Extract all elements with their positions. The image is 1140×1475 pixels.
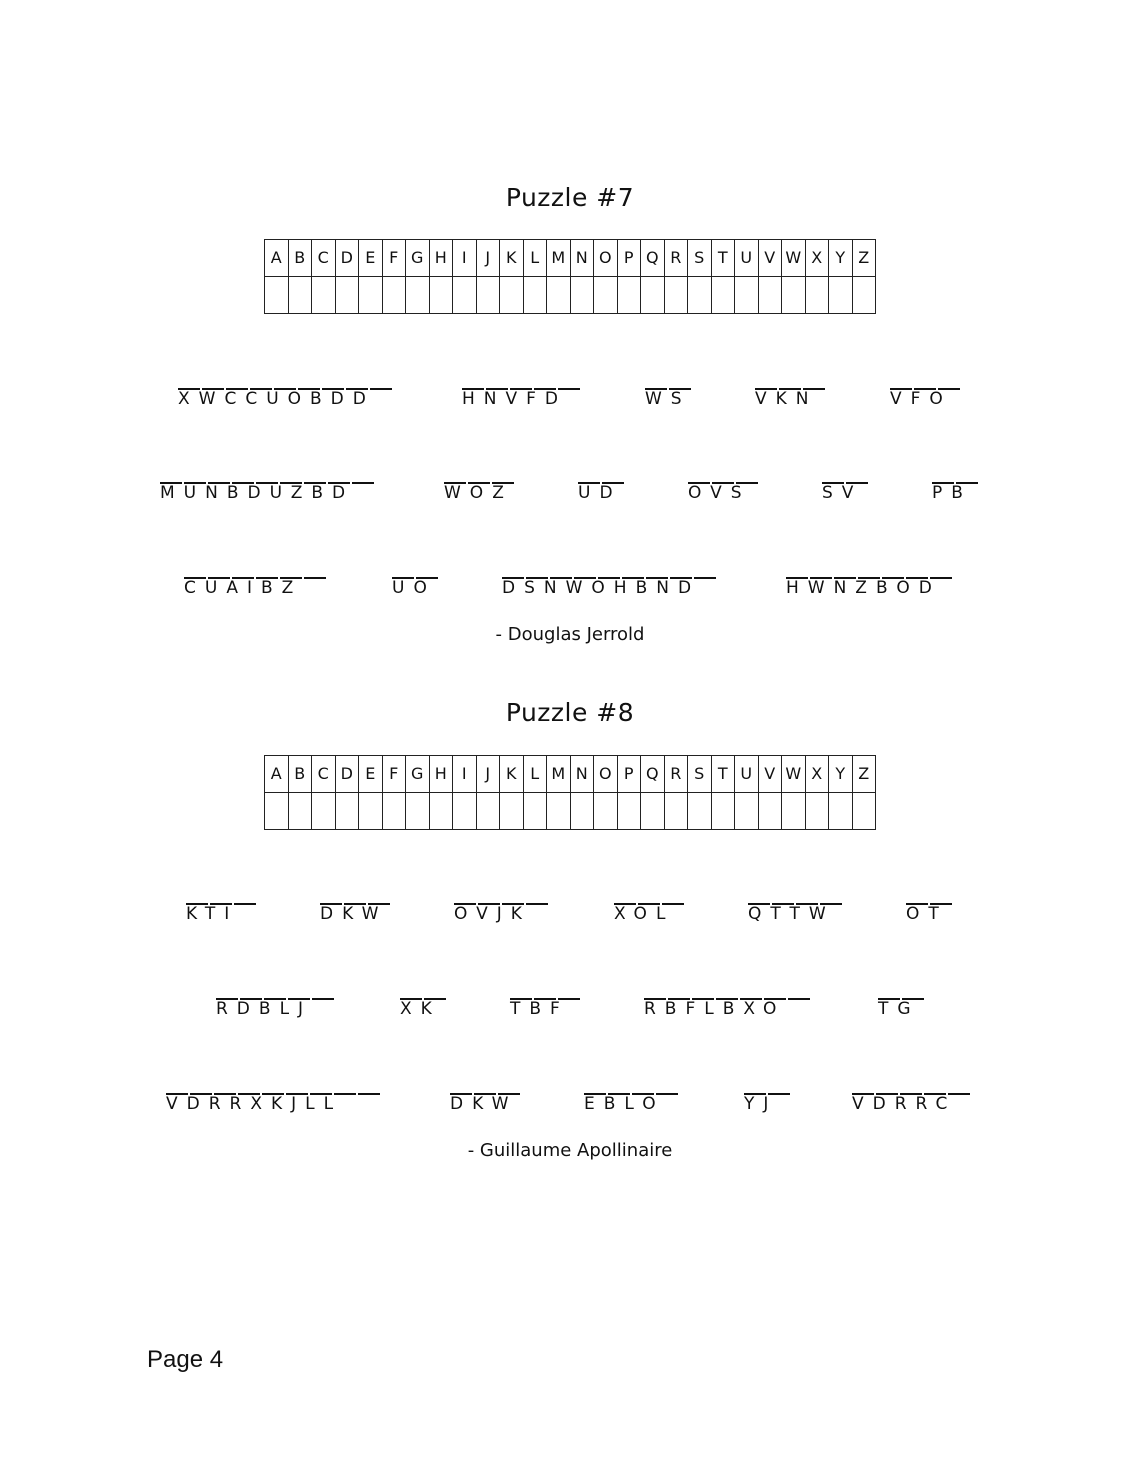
answer-blanks[interactable] — [878, 985, 926, 995]
cipher-letters: TG — [878, 999, 920, 1019]
key-letter-cell: T — [711, 240, 735, 277]
key-answer-cell[interactable] — [453, 793, 477, 830]
key-answer-cell[interactable] — [547, 793, 571, 830]
cipher-letters: RDBLJ — [216, 999, 313, 1019]
key-letter-cell: P — [617, 240, 641, 277]
key-letter-cell: R — [664, 240, 688, 277]
cipher-letters: DSNWOHBND — [502, 578, 701, 598]
cipher-letters: WS — [645, 389, 691, 409]
answer-blanks[interactable] — [645, 375, 693, 385]
cipher-letters: WOZ — [444, 483, 513, 503]
key-letter-cell: B — [288, 240, 312, 277]
key-letter-cell: X — [805, 240, 829, 277]
cipher-key-grid — [264, 239, 876, 314]
cipher-letters: EBLO — [584, 1094, 665, 1114]
answer-blanks[interactable] — [822, 469, 870, 479]
key-letter-cell: V — [758, 240, 782, 277]
cipher-letters: KTI — [186, 904, 239, 924]
key-letter-cell: K — [500, 240, 524, 277]
key-answer-cell[interactable] — [829, 277, 853, 314]
key-answer-cell[interactable] — [523, 793, 547, 830]
key-letter-cell: D — [335, 756, 359, 793]
key-answer-cell[interactable] — [688, 277, 712, 314]
key-letter-cell: N — [570, 240, 594, 277]
answer-blanks[interactable] — [160, 469, 376, 479]
answer-blanks[interactable] — [186, 890, 258, 900]
cipher-letters: VFO — [890, 389, 952, 409]
cipher-letters: TBF — [510, 999, 569, 1019]
key-answer-cell[interactable] — [406, 793, 430, 830]
key-letter-cell: S — [688, 240, 712, 277]
answer-blanks[interactable] — [748, 890, 844, 900]
key-answer-cell[interactable] — [735, 793, 759, 830]
key-answer-cell[interactable] — [641, 277, 665, 314]
key-letter-cell: Q — [641, 756, 665, 793]
key-letter-cell: D — [335, 240, 359, 277]
key-answer-cell[interactable] — [523, 277, 547, 314]
key-letter-cell: E — [359, 240, 383, 277]
key-letter-cell: C — [312, 756, 336, 793]
answer-blanks[interactable] — [906, 890, 954, 900]
page-number: Page 4 — [147, 1346, 224, 1373]
answer-blanks[interactable] — [400, 985, 448, 995]
key-letter-cell: G — [406, 756, 430, 793]
key-answer-cell[interactable] — [805, 793, 829, 830]
puzzle-title: Puzzle #7 — [505, 183, 635, 212]
answer-blanks[interactable] — [578, 469, 626, 479]
key-answer-cell[interactable] — [429, 793, 453, 830]
key-letter-cell: L — [523, 756, 547, 793]
key-letter-cell: W — [782, 756, 806, 793]
answer-blanks[interactable] — [184, 564, 328, 574]
cipher-letters: XOL — [614, 904, 675, 924]
key-letter-cell: J — [476, 756, 500, 793]
key-answer-cell[interactable] — [688, 793, 712, 830]
cipher-row — [0, 564, 1140, 610]
cipher-letters: HNVFD — [462, 389, 567, 409]
key-answer-cell[interactable] — [500, 277, 524, 314]
quote-author: - Guillaume Apollinaire — [467, 1140, 673, 1161]
cipher-letters: QTTW — [748, 904, 835, 924]
key-answer-cell[interactable] — [265, 793, 289, 830]
answer-blanks[interactable] — [755, 375, 827, 385]
key-answer-cell[interactable] — [500, 793, 524, 830]
answer-blanks[interactable] — [584, 1080, 680, 1090]
cipher-letters: PB — [932, 483, 972, 503]
key-answer-cell[interactable] — [288, 793, 312, 830]
key-letter-cell: O — [594, 756, 618, 793]
key-letter-cell: V — [758, 756, 782, 793]
answer-blanks[interactable] — [744, 1080, 792, 1090]
key-answer-cell[interactable] — [829, 793, 853, 830]
key-letter-cell: H — [429, 240, 453, 277]
cipher-letters: UO — [392, 578, 436, 598]
key-answer-cell[interactable] — [852, 277, 876, 314]
key-letter-cell: X — [805, 756, 829, 793]
cipher-letters: OVJK — [454, 904, 531, 924]
cipher-letters: VDRRXKJLL — [166, 1094, 343, 1114]
key-answer-cell[interactable] — [476, 793, 500, 830]
puzzle-title: Puzzle #8 — [505, 698, 635, 727]
cipher-letters: DKW — [450, 1094, 518, 1114]
key-letter-cell: K — [500, 756, 524, 793]
answer-blanks[interactable] — [932, 469, 980, 479]
key-letter-cell: U — [735, 756, 759, 793]
key-answer-cell[interactable] — [782, 277, 806, 314]
key-answer-cell[interactable] — [711, 277, 735, 314]
key-letter-cell: O — [594, 240, 618, 277]
answer-blanks[interactable] — [510, 985, 582, 995]
answer-blanks[interactable] — [852, 1080, 972, 1090]
key-answer-cell[interactable] — [594, 793, 618, 830]
answer-blanks[interactable] — [614, 890, 686, 900]
key-letter-cell: L — [523, 240, 547, 277]
key-answer-cell[interactable] — [312, 793, 336, 830]
key-answer-cell[interactable] — [359, 793, 383, 830]
key-letter-cell: R — [664, 756, 688, 793]
key-letter-cell: Z — [852, 240, 876, 277]
key-answer-cell[interactable] — [664, 793, 688, 830]
cipher-letters: OVS — [688, 483, 751, 503]
cipher-letters: DKW — [320, 904, 388, 924]
cipher-letters: HWNZBOD — [786, 578, 941, 598]
key-answer-cell[interactable] — [382, 793, 406, 830]
key-letter-cell: C — [312, 240, 336, 277]
key-letter-cell: Y — [829, 240, 853, 277]
key-answer-cell[interactable] — [359, 277, 383, 314]
cipher-letters: XK — [400, 999, 441, 1019]
key-letter-cell: I — [453, 240, 477, 277]
key-letter-cell: Z — [852, 756, 876, 793]
cipher-letters: OT — [906, 904, 948, 924]
answer-blanks[interactable] — [216, 985, 336, 995]
key-answer-cell[interactable] — [288, 277, 312, 314]
key-answer-cell[interactable] — [453, 277, 477, 314]
key-letter-cell: W — [782, 240, 806, 277]
answer-blanks[interactable] — [644, 985, 812, 995]
key-answer-cell[interactable] — [570, 277, 594, 314]
key-letter-cell: F — [382, 240, 406, 277]
key-letter-cell: H — [429, 756, 453, 793]
key-letter-cell: I — [453, 756, 477, 793]
key-answer-cell[interactable] — [617, 793, 641, 830]
key-answer-cell[interactable] — [735, 277, 759, 314]
key-answer-cell[interactable] — [570, 793, 594, 830]
key-letter-cell: N — [570, 756, 594, 793]
key-letter-cell: Q — [641, 240, 665, 277]
key-answer-cell[interactable] — [641, 793, 665, 830]
key-letter-cell: G — [406, 240, 430, 277]
cipher-row — [0, 469, 1140, 515]
cipher-letters: MUNBDUZBD — [160, 483, 355, 503]
key-answer-cell[interactable] — [664, 277, 688, 314]
cipher-row — [0, 890, 1140, 936]
cipher-letters: VKN — [755, 389, 818, 409]
answer-blanks[interactable] — [502, 564, 718, 574]
key-answer-cell[interactable] — [711, 793, 735, 830]
key-letter-cell: U — [735, 240, 759, 277]
key-answer-cell[interactable] — [758, 277, 782, 314]
answer-blanks[interactable] — [786, 564, 954, 574]
key-letter-cell: Y — [829, 756, 853, 793]
key-answer-cell[interactable] — [335, 793, 359, 830]
answer-blanks[interactable] — [462, 375, 582, 385]
key-letter-cell: B — [288, 756, 312, 793]
key-answer-cell[interactable] — [852, 793, 876, 830]
key-letter-cell: A — [265, 756, 289, 793]
key-answer-cell[interactable] — [312, 277, 336, 314]
key-letter-cell: M — [547, 240, 571, 277]
key-answer-cell[interactable] — [805, 277, 829, 314]
answer-blanks[interactable] — [166, 1080, 382, 1090]
key-answer-cell[interactable] — [617, 277, 641, 314]
key-answer-cell[interactable] — [547, 277, 571, 314]
key-letter-cell: F — [382, 756, 406, 793]
cipher-letters: RBFLBXO — [644, 999, 786, 1019]
key-answer-cell[interactable] — [382, 277, 406, 314]
cipher-row — [0, 375, 1140, 421]
cipher-letters: XWCCUOBDD — [178, 389, 375, 409]
cipher-letters: CUAIBZ — [184, 578, 303, 598]
key-answer-cell[interactable] — [335, 277, 359, 314]
answer-blanks[interactable] — [890, 375, 962, 385]
key-letter-cell: P — [617, 756, 641, 793]
key-answer-cell[interactable] — [429, 277, 453, 314]
cipher-key-grid — [264, 755, 876, 830]
key-letter-cell: S — [688, 756, 712, 793]
cipher-letters: SV — [822, 483, 863, 503]
key-answer-cell[interactable] — [476, 277, 500, 314]
key-letter-cell: A — [265, 240, 289, 277]
answer-blanks[interactable] — [392, 564, 440, 574]
answer-blanks[interactable] — [444, 469, 516, 479]
quote-author: - Douglas Jerrold — [495, 624, 645, 645]
answer-blanks[interactable] — [688, 469, 760, 479]
key-letter-cell: J — [476, 240, 500, 277]
cipher-letters: UD — [578, 483, 622, 503]
key-answer-cell[interactable] — [265, 277, 289, 314]
key-answer-cell[interactable] — [782, 793, 806, 830]
answer-blanks[interactable] — [320, 890, 392, 900]
answer-blanks[interactable] — [450, 1080, 522, 1090]
cipher-row — [0, 1080, 1140, 1126]
answer-blanks[interactable] — [454, 890, 550, 900]
key-answer-cell[interactable] — [758, 793, 782, 830]
key-letter-cell: T — [711, 756, 735, 793]
key-letter-cell: M — [547, 756, 571, 793]
cipher-letters: YJ — [744, 1094, 778, 1114]
answer-blanks[interactable] — [178, 375, 394, 385]
key-letter-cell: E — [359, 756, 383, 793]
cipher-row — [0, 985, 1140, 1031]
key-answer-cell[interactable] — [406, 277, 430, 314]
key-answer-cell[interactable] — [594, 277, 618, 314]
cipher-letters: VDRRC — [852, 1094, 957, 1114]
